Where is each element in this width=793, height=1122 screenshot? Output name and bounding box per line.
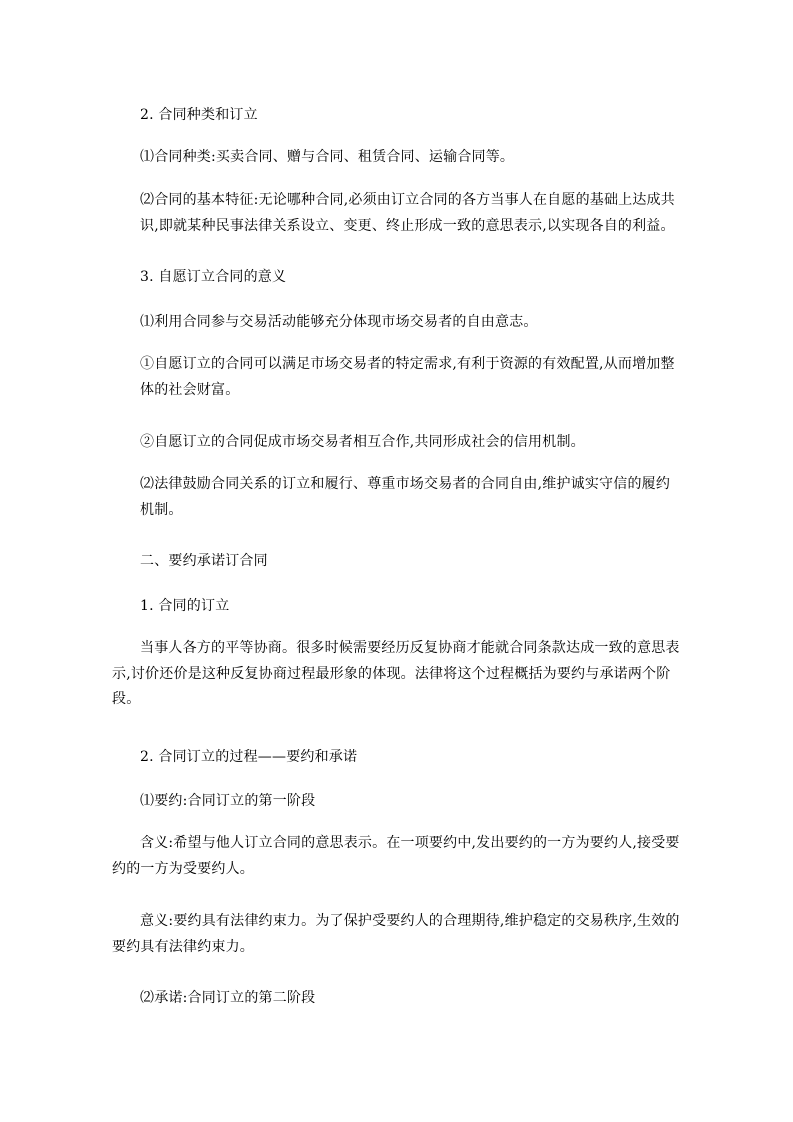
section-heading-offer-acceptance: 二、要约承诺订合同: [140, 553, 268, 569]
paragraph-law-encourages: ⑵法律鼓励合同关系的订立和履行、尊重市场交易者的合同自由,维护诚实守信的履约机制。: [140, 476, 671, 518]
paragraph-basic-features: ⑵合同的基本特征:无论哪种合同,必须由订立合同的各方当事人在自愿的基础上达成共识,即就某种民事法律关系设立、变更、终止形成一致的意思表示,以实现各自的利益。: [140, 192, 675, 234]
paragraph-free-will: ⑴利用合同参与交易活动能够充分体现市场交易者的自由意志。: [140, 314, 538, 330]
paragraph-specific-needs: ①自愿订立的合同可以满足市场交易者的特定需求,有利于资源的有效配置,从而增加整体的社会财富。: [140, 356, 675, 398]
section-heading-contract-conclusion: 1. 合同的订立: [140, 598, 230, 614]
paragraph-equal-negotiation: 当事人各方的平等协商。很多时候需要经历反复协商才能就合同条款达成一致的意思表示,讨价还价是这种反复协商过程最形象的体现。法律将这个过程概括为要约与承诺两个阶段。: [112, 640, 680, 707]
section-heading-voluntary-meaning: 3. 自愿订立合同的意义: [140, 269, 287, 285]
paragraph-offer-definition: 含义:希望与他人订立合同的意思表示。在一项要约中,发出要约的一方为要约人,接受要约的一方为受要约人。: [112, 835, 680, 877]
paragraph-contract-types: ⑴合同种类:买卖合同、赠与合同、租赁合同、运输合同等。: [140, 149, 515, 165]
section-heading-contract-types: 2. 合同种类和订立: [140, 107, 258, 123]
paragraph-offer-significance: 意义:要约具有法律约束力。为了保护受要约人的合理期待,维护稳定的交易秩序,生效的要约具有法律约束力。: [112, 913, 680, 955]
paragraph-acceptance-second-stage: ⑵承诺:合同订立的第二阶段: [140, 990, 316, 1006]
paragraph-offer-first-stage: ⑴要约:合同订立的第一阶段: [140, 793, 316, 809]
section-heading-process: 2. 合同订立的过程——要约和承诺: [140, 749, 358, 765]
paragraph-cooperation: ②自愿订立的合同促成市场交易者相互合作,共同形成社会的信用机制。: [140, 434, 585, 450]
